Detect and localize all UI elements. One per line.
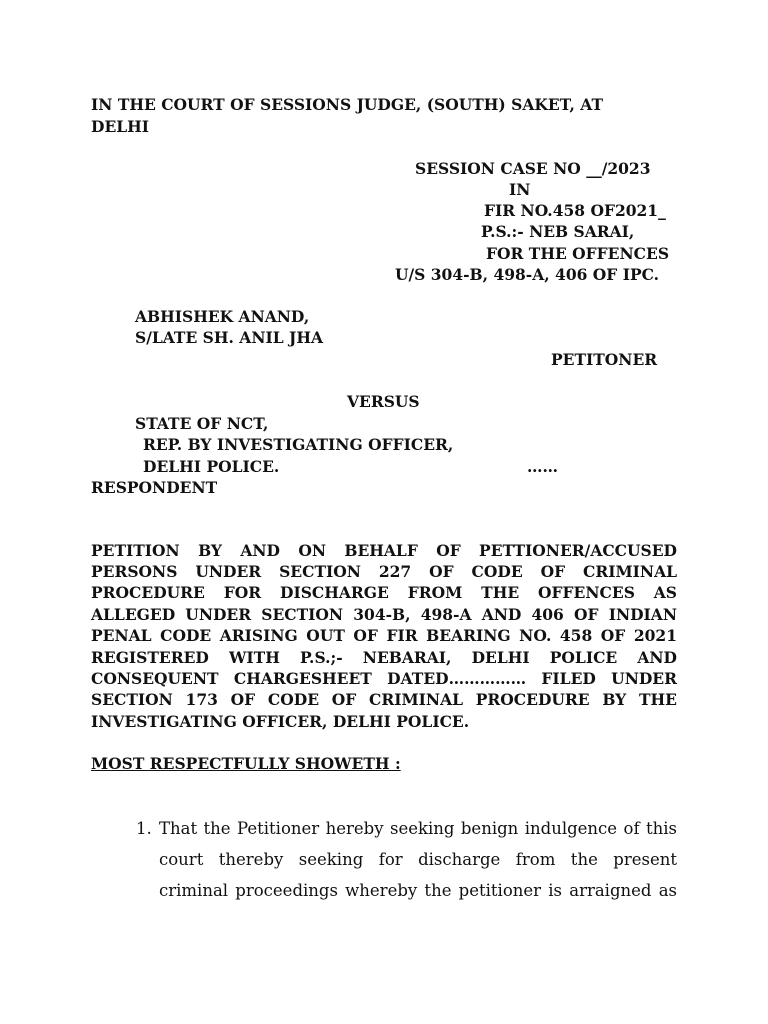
police-station: P.S.:- NEB SARAI, — [481, 222, 635, 241]
petition-title-line-8: SECTION 173 OF CODE OF CRIMINAL PROCEDURE BY THE — [91, 690, 677, 709]
petitioner-relation: S/LATE SH. ANIL JHA — [135, 328, 324, 347]
session-case-number: SESSION CASE NO __/2023 — [415, 159, 651, 178]
for-offences-label: FOR THE OFFENCES — [486, 244, 670, 263]
paragraph-line-2: court thereby seeking for discharge from the present — [159, 850, 677, 869]
petition-title-line-1: PETITION BY AND ON BEHALF OF PETTIONER/ACCUSED — [91, 541, 677, 560]
petition-title-line-9: INVESTIGATING OFFICER, DELHI POLICE. — [91, 712, 470, 731]
petitioner-label: PETITONER — [551, 350, 658, 369]
paragraph-line-1: That the Petitioner hereby seeking benign indulgence of this — [159, 819, 677, 838]
petition-title-line-6: REGISTERED WITH P.S.;- NEBARAI, DELHI POLICE AND — [91, 648, 677, 667]
petitioner-name: ABHISHEK ANAND, — [135, 307, 310, 326]
petition-title-line-4: ALLEGED UNDER SECTION 304-B, 498-A AND 406 OF INDIAN — [91, 605, 677, 624]
respondent-line-2: REP. BY INVESTIGATING OFFICER, — [143, 435, 454, 454]
respondent-dots: …… — [527, 457, 558, 476]
versus-label: VERSUS — [347, 392, 420, 411]
petition-title-line-5: PENAL CODE ARISING OUT OF FIR BEARING NO. 458 OF 2021 — [91, 626, 677, 645]
case-in-label: IN — [509, 180, 531, 199]
respondent-line-3: DELHI POLICE. — [143, 457, 280, 476]
court-heading-line-2: DELHI — [91, 117, 150, 136]
showeth-heading: MOST RESPECTFULLY SHOWETH : — [91, 754, 401, 773]
petition-title-line-7: CONSEQUENT CHARGESHEET DATED…………… FILED UNDER — [91, 669, 677, 688]
petition-title-line-3: PROCEDURE FOR DISCHARGE FROM THE OFFENCES AS — [91, 583, 677, 602]
paragraph-number: 1. — [136, 819, 152, 838]
respondent-line-1: STATE OF NCT, — [135, 414, 269, 433]
offence-sections: U/S 304-B, 498-A, 406 OF IPC. — [395, 265, 660, 284]
fir-number: FIR NO.458 OF2021_ — [484, 201, 666, 220]
court-heading-line-1: IN THE COURT OF SESSIONS JUDGE, (SOUTH) SAKET, AT — [91, 95, 603, 114]
paragraph-line-3: criminal proceedings whereby the petitioner is arraigned as — [159, 881, 677, 900]
petition-title-line-2: PERSONS UNDER SECTION 227 OF CODE OF CRIMINAL — [91, 562, 677, 581]
respondent-label: RESPONDENT — [91, 478, 218, 497]
